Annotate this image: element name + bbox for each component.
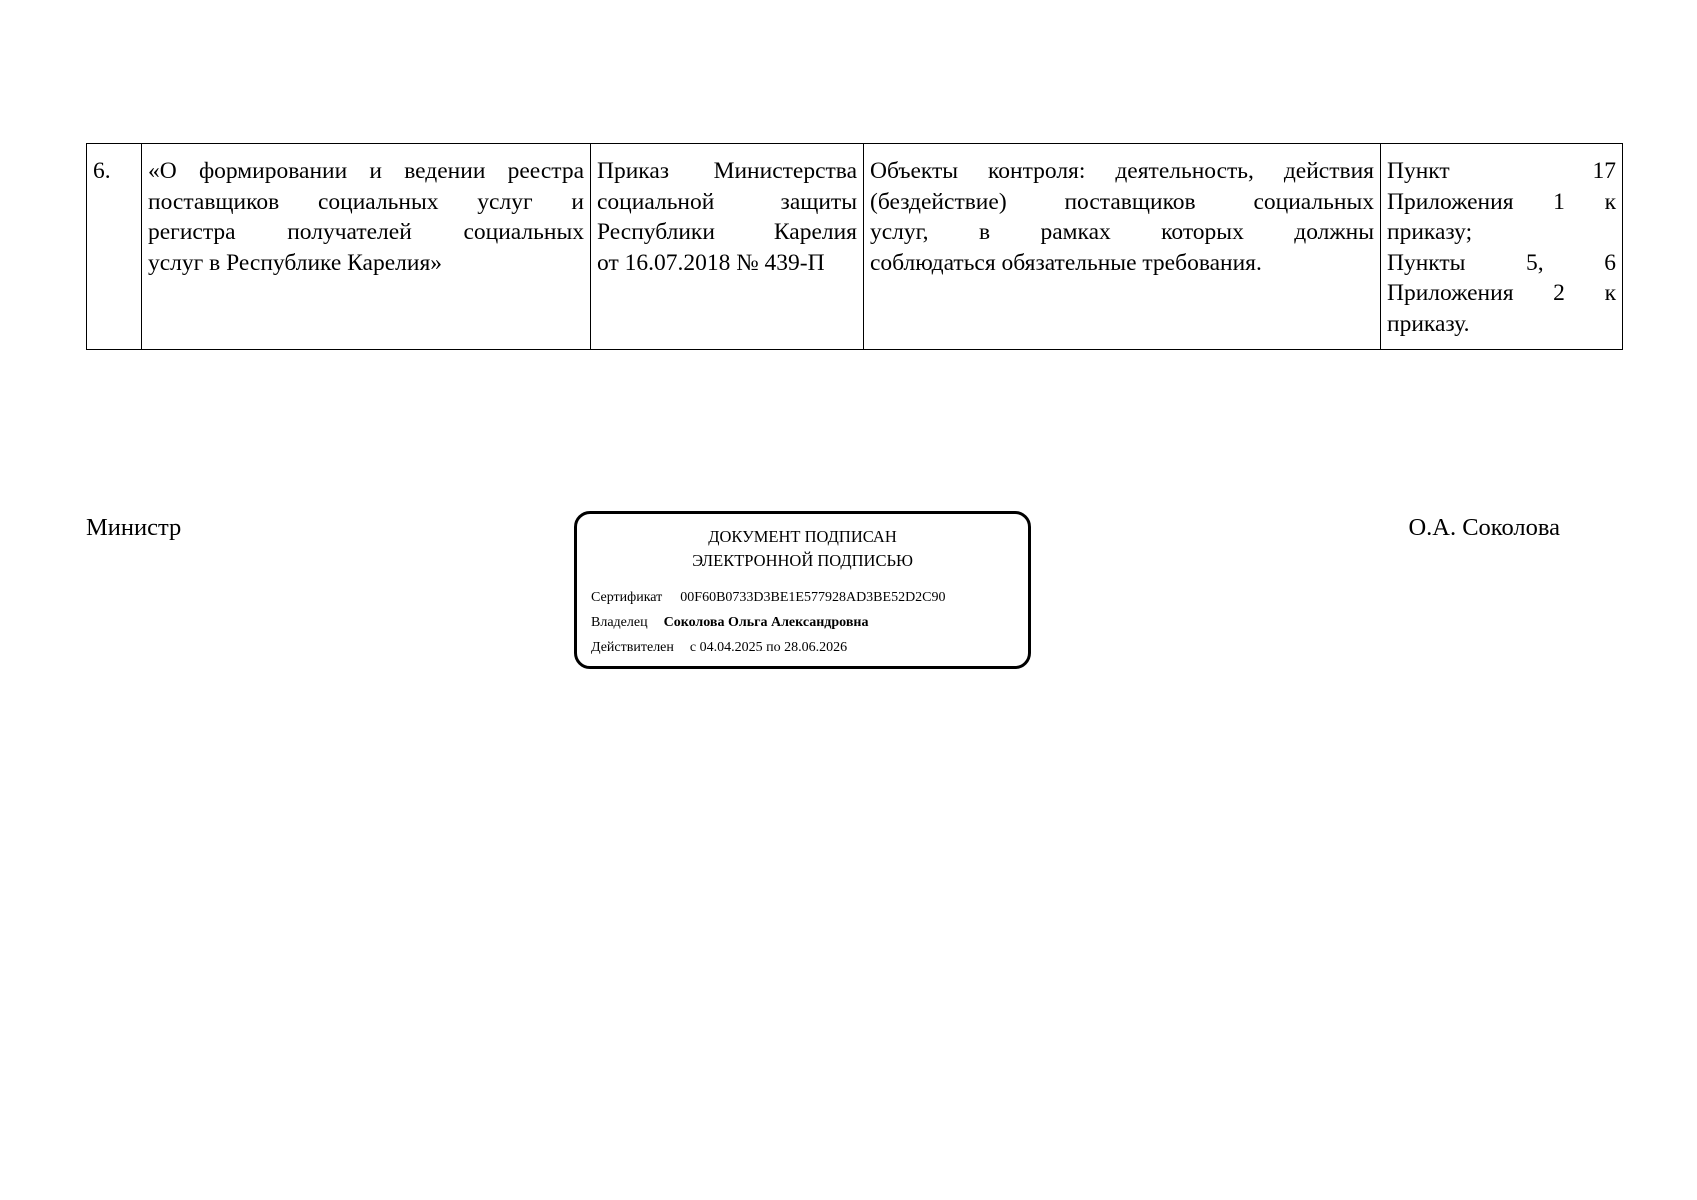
control-objects-line: соблюдаться обязательные требования. — [870, 249, 1262, 276]
table-row — [87, 144, 1623, 350]
regulations-table — [86, 143, 1623, 350]
control-objects-line: услуг, в рамках которых должны — [870, 219, 1374, 245]
act-reference-line: от 16.07.2018 № 439-П — [597, 249, 825, 276]
signer-name: О.А. Соколова — [1408, 514, 1560, 541]
validity-label: Действителен — [591, 640, 674, 655]
structural-unit-line: Приложения 2 к — [1387, 280, 1616, 306]
stamp-owner-row — [591, 615, 868, 631]
act-reference-line: Республики Карелия — [597, 219, 857, 245]
structural-unit-line: приказу. — [1387, 310, 1470, 337]
stamp-validity-row — [591, 640, 847, 656]
stamp-certificate-row — [591, 590, 946, 606]
act-reference-line: Приказ Министерства — [597, 158, 857, 184]
structural-unit-line: приказу; — [1387, 219, 1473, 245]
act-title-line: регистра получателей социальных — [148, 219, 584, 245]
structural-unit-line: Приложения 1 к — [1387, 188, 1616, 215]
electronic-signature-stamp — [574, 511, 1031, 669]
stamp-heading-line: ЭЛЕКТРОННОЙ ПОДПИСЬЮ — [692, 551, 913, 570]
row-number — [87, 144, 142, 350]
control-objects-line: Объекты контроля: деятельность, действия — [870, 158, 1374, 184]
stamp-heading — [577, 525, 1028, 573]
owner-label: Владелец — [591, 615, 648, 630]
act-title-line: поставщиков социальных услуг и — [148, 188, 584, 215]
control-objects-line: (бездействие) поставщиков социальных — [870, 188, 1374, 215]
structural-unit-line: Пункт 17 — [1387, 158, 1616, 184]
structural-units-cell — [1381, 144, 1623, 350]
validity-value: с 04.04.2025 по 28.06.2026 — [689, 640, 848, 655]
stamp-heading-line: ДОКУМЕНТ ПОДПИСАН — [708, 527, 897, 546]
control-objects-cell — [864, 144, 1381, 350]
act-title-line: «О формировании и ведении реестра — [148, 158, 584, 184]
act-reference-cell — [591, 144, 864, 350]
act-reference-line: социальной защиты — [597, 188, 857, 215]
structural-unit-line: Пункты 5, 6 — [1387, 249, 1616, 276]
act-title-line: услуг в Республике Карелия» — [148, 249, 443, 276]
certificate-value: 00F60B0733D3BE1E577928AD3BE52D2C90 — [680, 590, 946, 605]
act-title-cell — [142, 144, 591, 350]
owner-value: Соколова Ольга Александровна — [663, 615, 869, 630]
row-number-text: 6. — [93, 158, 111, 184]
signer-position: Министр — [86, 514, 182, 541]
certificate-label: Сертификат — [591, 590, 663, 605]
